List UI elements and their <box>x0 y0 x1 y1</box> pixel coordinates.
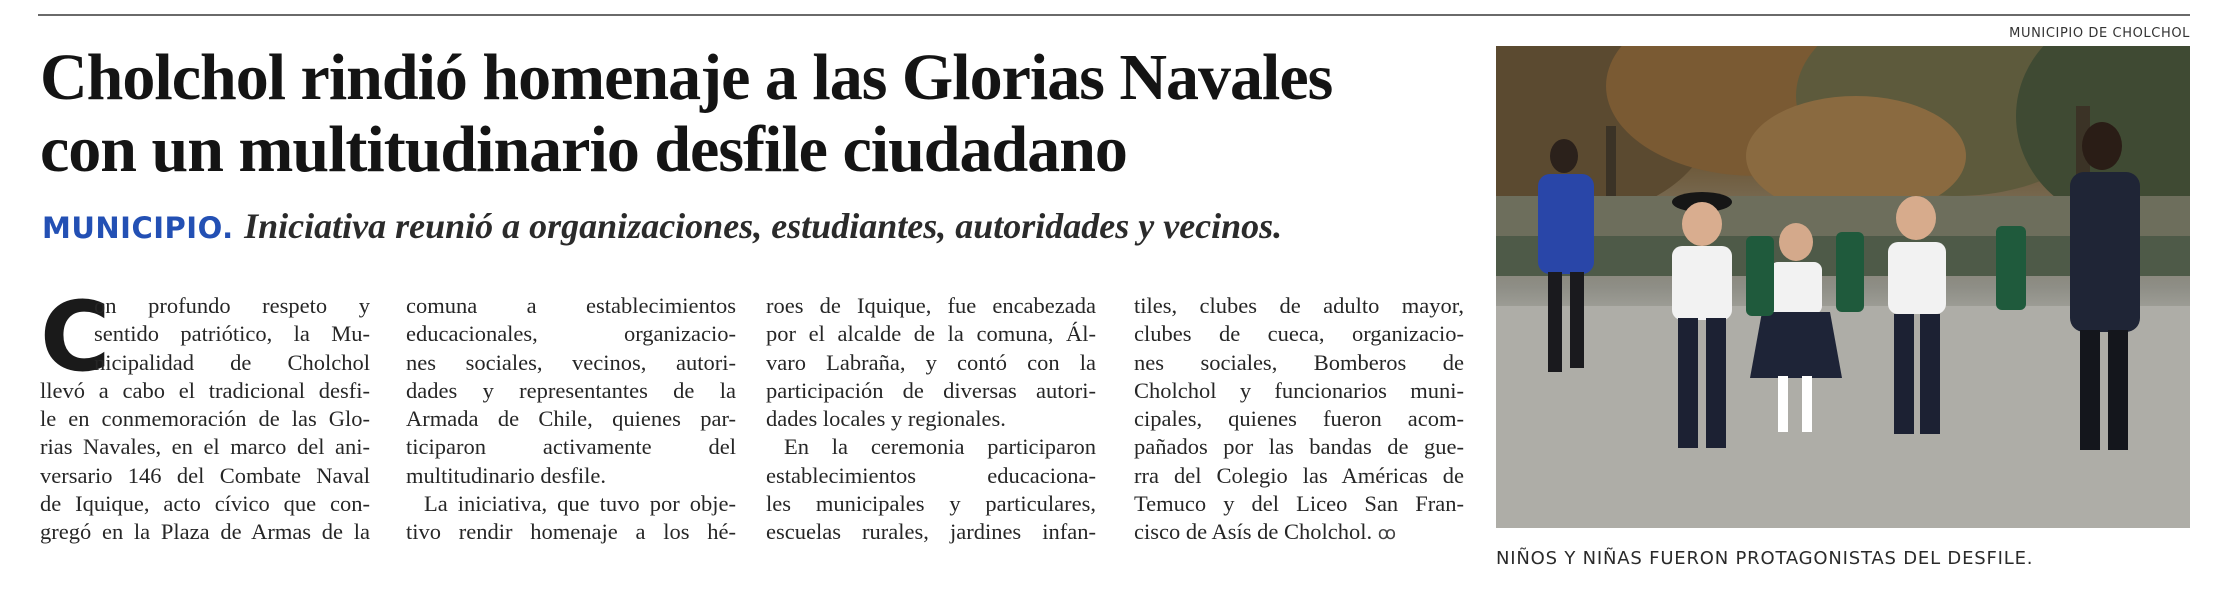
headline-line-1: Cholchol rindió homenaje a las Glorias Navales <box>40 41 1333 114</box>
text-line: pañados por las bandas de gue- <box>1134 434 1464 460</box>
text-line: multitudinario desfile. <box>406 462 606 488</box>
text-line: dades y representantes de la <box>406 377 736 403</box>
text-line: rra del Colegio las Américas de <box>1134 462 1464 488</box>
body-column-2 <box>406 292 736 547</box>
text-line: rias Navales, en el marco del ani- <box>40 434 370 460</box>
text-line: cipales, quienes fueron acom- <box>1134 406 1464 432</box>
photo-caption: NIÑOS Y NIÑAS FUERON PROTAGONISTAS DEL DESFILE. <box>1496 548 2034 569</box>
headline-line-2: con un multitudinario desfile ciudadano <box>40 113 1127 186</box>
text-line: comuna a establecimientos <box>406 293 736 318</box>
dropcap: C <box>40 281 111 393</box>
text-line: ticiparon activamente del <box>406 434 736 460</box>
text-line: versario 146 del Combate Naval <box>40 462 370 488</box>
text-line-last <box>1134 518 1464 546</box>
text-line: gregó en la Plaza de Armas de la <box>40 519 370 545</box>
body-column-3 <box>766 292 1096 547</box>
text-line: por el alcalde de la comuna, Ál- <box>766 321 1096 347</box>
text-line: on profundo respeto y <box>94 293 370 318</box>
headline <box>40 42 1460 186</box>
body-column-1 <box>40 281 370 547</box>
text-line: sentido patriótico, la Mu- <box>94 321 370 347</box>
section-kicker: MUNICIPIO. <box>42 211 234 245</box>
text-line: establecimientos educaciona- <box>766 462 1096 488</box>
text-line: le en conmemoración de las Glo- <box>40 406 370 432</box>
top-rule <box>38 14 2190 16</box>
text-line-final: cisco de Asís de Cholchol. <box>1134 519 1373 545</box>
text-line: participación de diversas autori- <box>766 377 1096 403</box>
text-line: educacionales, organizacio- <box>406 321 736 347</box>
subhead <box>42 206 1462 248</box>
text-line: dades locales y regionales. <box>766 406 1006 432</box>
news-photo <box>1496 46 2190 528</box>
body-column-4 <box>1134 292 1464 547</box>
subtitle: Iniciativa reunió a organizaciones, estudiantes, autoridades y vecinos. <box>244 206 1283 246</box>
text-line: nes sociales, Bomberos de <box>1134 349 1464 375</box>
text-line: tivo rendir homenaje a los hé- <box>406 519 736 545</box>
text-line: llevó a cabo el tradicional desfi- <box>40 377 370 403</box>
text-line: de Iquique, acto cívico que con- <box>40 491 370 517</box>
text-line: nicipalidad de Cholchol <box>94 349 370 375</box>
text-line: Cholchol y funcionarios muni- <box>1134 377 1464 403</box>
text-line: En la ceremonia participaron <box>784 434 1096 460</box>
parade-photo-illustration <box>1496 46 2190 528</box>
text-line: Temuco y del Liceo San Fran- <box>1134 491 1464 517</box>
text-line: escuelas rurales, jardines infan- <box>766 519 1096 545</box>
end-mark-icon: ꝏ <box>1377 523 1397 545</box>
text-line: clubes de cueca, organizacio- <box>1134 321 1464 347</box>
text-line: Armada de Chile, quienes par- <box>406 406 736 432</box>
text-line: les municipales y particulares, <box>766 491 1096 517</box>
text-line: roes de Iquique, fue encabezada <box>766 293 1096 318</box>
text-line: tiles, clubes de adulto mayor, <box>1134 293 1464 318</box>
text-line: varo Labraña, y contó con la <box>766 349 1096 375</box>
text-line: nes sociales, vecinos, autori- <box>406 349 736 375</box>
text-line: La iniciativa, que tuvo por obje- <box>424 491 736 517</box>
photo-credit: MUNICIPIO DE CHOLCHOL <box>2009 26 2190 41</box>
